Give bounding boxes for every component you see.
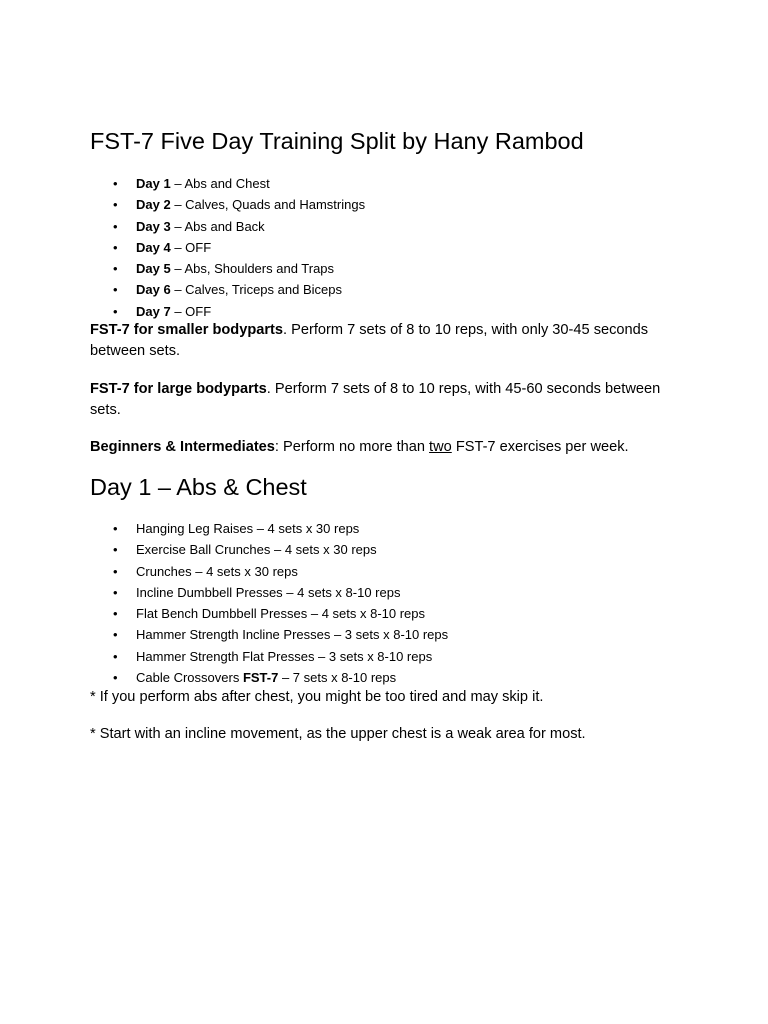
bullet-icon: •: [113, 239, 118, 255]
list-item: [0, 301, 365, 322]
list-item: [0, 258, 365, 279]
bullet-icon: •: [113, 282, 118, 298]
separator: –: [170, 261, 185, 277]
exercise-text: Hammer Strength Flat Presses – 3 sets x 8-10 reps: [136, 648, 433, 664]
day-label: Day 7: [136, 303, 171, 319]
bullet-icon: •: [113, 542, 118, 558]
bullet-icon: •: [113, 670, 118, 686]
exercise-text: Exercise Ball Crunches – 4 sets x 30 reps: [136, 542, 377, 558]
document-title: FST-7 Five Day Training Split by Hany Rambod: [90, 128, 584, 154]
exercise-text: Flat Bench Dumbbell Presses – 4 sets x 8-10 reps: [136, 606, 426, 622]
bullet-icon: •: [113, 303, 118, 319]
day-focus: Calves, Triceps and Biceps: [185, 282, 342, 298]
bullet-icon: •: [113, 627, 118, 643]
list-item: [0, 582, 448, 603]
smaller-bodyparts-note: [90, 320, 690, 362]
day-focus: OFF: [185, 239, 212, 255]
separator: –: [170, 303, 186, 319]
note-text: . Perform 7 sets of 8 to 10 reps, with 45-60 seconds between sets.: [90, 381, 661, 418]
separator: –: [170, 239, 186, 255]
list-item: [0, 624, 448, 645]
bullet-icon: •: [113, 521, 118, 536]
large-bodyparts-note: [90, 379, 690, 421]
day-focus: Abs and Chest: [184, 176, 270, 191]
list-item: [0, 646, 448, 667]
day-label: Day 3: [136, 218, 171, 234]
day1-heading: Day 1 – Abs & Chest: [90, 474, 307, 500]
exercise-text: Crunches – 4 sets x 30 reps: [136, 563, 298, 579]
training-split-list: [0, 173, 365, 322]
list-item: [0, 667, 448, 688]
underlined-word: two: [429, 439, 452, 455]
list-item: [0, 518, 448, 539]
exercise-list: [0, 518, 448, 688]
beginners-note: [90, 437, 690, 458]
list-item: [0, 237, 365, 258]
bullet-icon: •: [113, 606, 118, 622]
bullet-icon: •: [113, 584, 118, 600]
note-label: Beginners & Intermediates: [90, 439, 275, 455]
day-label: Day 2: [136, 197, 171, 213]
exercise-text: – 7 sets x 8-10 reps: [278, 670, 397, 686]
bullet-icon: •: [113, 218, 118, 234]
footnote-incline: * Start with an incline movement, as the upper chest is a weak area for most.: [90, 726, 586, 742]
day-focus: Calves, Quads and Hamstrings: [185, 197, 366, 213]
bullet-icon: •: [113, 261, 118, 277]
note-label: FST-7 for large bodyparts: [90, 381, 267, 397]
day-focus: OFF: [185, 303, 212, 319]
list-item: [0, 561, 448, 582]
note-text: FST-7 exercises per week.: [451, 439, 629, 455]
footnote-abs: * If you perform abs after chest, you might be too tired and may skip it.: [90, 689, 544, 705]
bullet-icon: •: [113, 563, 118, 579]
day-label: Day 6: [136, 282, 171, 298]
day-label: Day 4: [136, 239, 171, 255]
list-item: [0, 279, 365, 300]
bullet-icon: •: [113, 176, 118, 191]
list-item: [0, 216, 365, 237]
list-item: [0, 173, 365, 194]
separator: –: [170, 218, 185, 234]
separator: –: [170, 282, 186, 298]
fst7-label: FST-7: [242, 670, 279, 686]
note-text: : Perform no more than: [274, 439, 430, 455]
bullet-icon: •: [113, 197, 118, 213]
day-label: Day 1: [136, 176, 171, 191]
exercise-text: Cable Crossovers: [136, 670, 243, 686]
day-focus: Abs, Shoulders and Traps: [184, 261, 335, 277]
day-label: Day 5: [136, 261, 171, 277]
note-label: FST-7 for smaller bodyparts: [90, 322, 284, 338]
day-focus: Abs and Back: [184, 218, 265, 234]
list-item: [0, 194, 365, 215]
exercise-text: Hammer Strength Incline Presses – 3 sets x 8-10 reps: [136, 627, 449, 643]
separator: –: [170, 197, 186, 213]
exercise-text: Hanging Leg Raises – 4 sets x 30 reps: [136, 521, 360, 536]
list-item: [0, 539, 448, 560]
list-item: [0, 603, 448, 624]
separator: –: [170, 176, 185, 191]
note-text: . Perform 7 sets of 8 to 10 reps, with only 30-45 seconds between sets.: [90, 322, 649, 359]
exercise-text: Incline Dumbbell Presses – 4 sets x 8-10 reps: [136, 584, 401, 600]
bullet-icon: •: [113, 648, 118, 664]
